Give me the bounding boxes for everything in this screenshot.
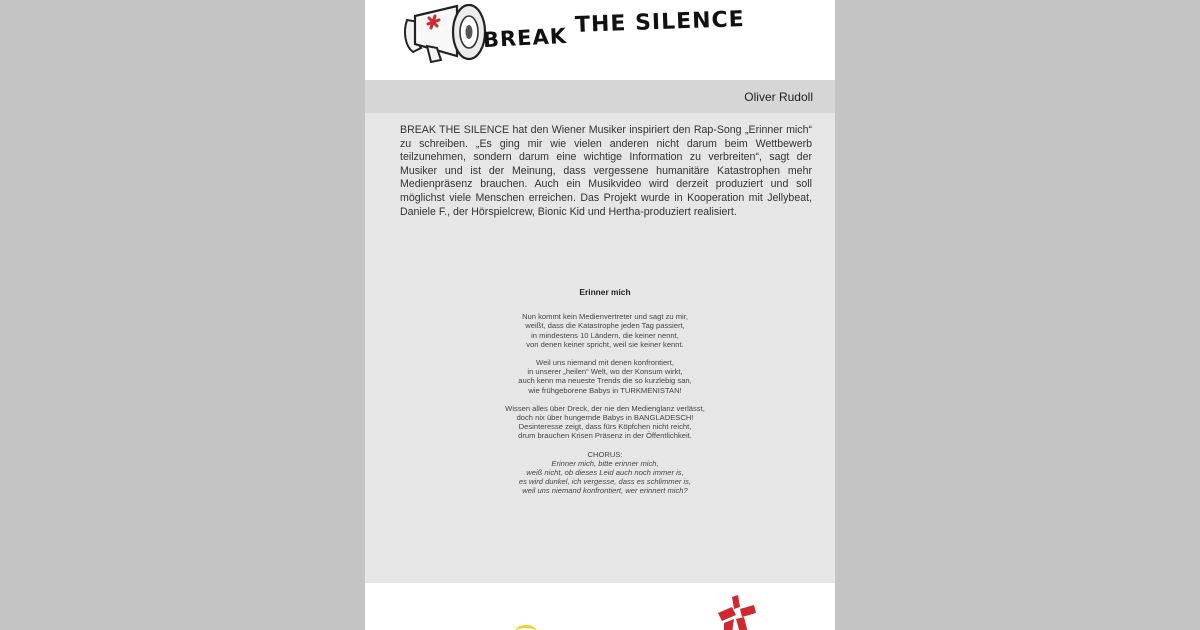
msf-logo-icon	[710, 593, 770, 630]
chorus-line: Erinner mich, bitte erinner mich,	[551, 458, 659, 468]
poem-line: in mindestens 10 Ländern, die keiner nennt,	[531, 330, 679, 340]
logo-word-break: BREAK	[482, 23, 568, 53]
article-page	[365, 0, 835, 630]
megaphone-icon	[401, 2, 493, 66]
author-bar	[365, 80, 835, 113]
poem-line: Nun kommt kein Medienvertreter und sagt zu mir,	[522, 312, 688, 322]
poem-line: weißt, dass die Katastrophe jeden Tag passiert,	[525, 321, 685, 331]
poem-stanza-1	[425, 312, 785, 349]
poem-chorus	[425, 450, 785, 496]
intro-paragraph: BREAK THE SILENCE hat den Wiener Musiker inspiriert den Rap-Song „Erinner mich“ zu schreiben. „Es ging mir wie vielen anderen nicht darum beim Wettbewerb teilzunehmen, sondern darum eine wichtige Information zu verbreiten“, sagt der Musiker und ist der Meinung, dass vergessene humanitäre Katastrophen mehr Medienpräsenz brauchen. Auch ein Musikvideo wird derzeit produziert und soll möglichst viele Menschen erreichen. Das Projekt wurde in Kooperation mit Jellybeat, Daniele F., der Hörspielcrew, Bionic Kid und Hertha-produziert realisiert.	[400, 124, 812, 218]
header-banner	[365, 0, 835, 80]
poem-line: drum brauchen Krisen Präsenz in der Öffentlichkeit.	[518, 431, 692, 441]
chorus-line: weiß nicht, ob dieses Leid auch noch immer is,	[526, 468, 684, 478]
partner-logo-icon	[515, 625, 537, 630]
poem-stanza-2	[425, 358, 785, 395]
poem-line: auch kenn ma neueste Trends die so kurzlebig san,	[518, 376, 692, 386]
poem-line: wie frühgeborene Babys in TURKMENISTAN!	[528, 385, 682, 395]
poem	[425, 288, 785, 505]
poem-line: doch nix über hungernde Babys in BANGLADESCH!	[516, 413, 694, 423]
chorus-line: weil uns niemand konfrontiert, wer erinnert mich?	[522, 486, 688, 496]
chorus-label: CHORUS:	[587, 449, 623, 459]
author-name: Oliver Rudoll	[744, 90, 813, 104]
chorus-line: es wird dunkel, ich vergesse, dass es schlimmer is,	[518, 477, 692, 487]
article-body	[365, 113, 835, 583]
poem-line: von denen keiner spricht, weil sie keiner kennt.	[526, 339, 684, 349]
poem-line: Wissen alles über Dreck, der nie den Medienglanz verlässt,	[505, 403, 705, 413]
poem-line: Weil uns niemand mit denen konfrontiert,	[536, 358, 674, 368]
poem-stanza-3	[425, 404, 785, 441]
footer-logos	[365, 583, 835, 630]
poem-title: Erinner mich	[579, 287, 631, 297]
poem-line: Desinteresse zeigt, dass fürs Köpfchen nicht reicht,	[518, 422, 692, 432]
poem-line: in unserer „heilen“ Welt, wo der Konsum wirkt,	[527, 367, 683, 377]
logo-word-the-silence: THE SILENCE	[574, 7, 746, 38]
